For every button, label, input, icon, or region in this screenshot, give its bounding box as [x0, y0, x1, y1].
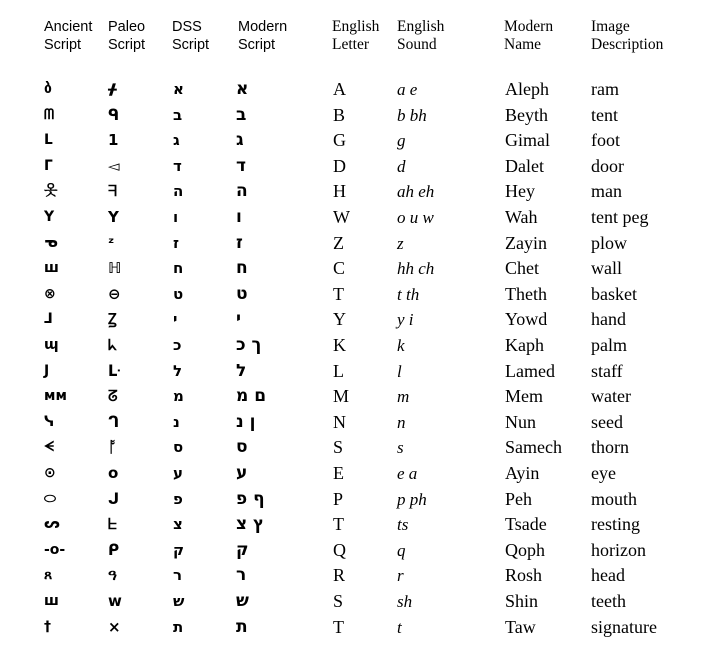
ancient-script-cell: Y — [44, 209, 55, 225]
image-description-cell: staff — [591, 360, 623, 381]
dss-script-cell: צ — [173, 515, 183, 534]
english-letter-cell: R — [333, 565, 346, 586]
english-letter-cell: A — [333, 79, 346, 99]
english-sound-cell: k — [397, 336, 405, 355]
table-row — [0, 282, 712, 307]
english-letter-cell: S — [333, 591, 344, 611]
table-row — [0, 359, 712, 384]
ancient-script-cell: ᗕ — [44, 439, 55, 456]
english-letter-cell: G — [333, 130, 346, 151]
image-description-cell: plow — [591, 232, 627, 253]
english-letter-cell: H — [333, 181, 346, 202]
paleo-script-cell: o — [108, 464, 119, 482]
paleo-script-cell: Ꙁ — [108, 310, 117, 329]
modern-name-cell: Tsade — [505, 514, 547, 535]
table-row — [0, 589, 712, 614]
ancient-script-cell: ᔕ — [44, 516, 60, 533]
table-row — [0, 205, 712, 230]
english-sound-cell: d — [397, 156, 406, 176]
table-row — [0, 128, 712, 153]
ancient-script-cell: ⬭ — [44, 490, 56, 507]
paleo-script-cell: ᒷ — [108, 361, 122, 380]
image-description-cell: palm — [591, 335, 627, 355]
english-letter-cell: L — [333, 360, 344, 381]
paleo-script-cell: ᒍ — [108, 489, 120, 508]
modern-name-cell: Peh — [505, 488, 532, 509]
table-row — [0, 461, 712, 486]
dss-script-cell: ר — [173, 566, 183, 585]
english-letter-cell: Y — [333, 309, 346, 330]
english-letter-cell: B — [333, 104, 346, 125]
english-sound-cell: ts — [397, 515, 409, 535]
modern-name-cell: Aleph — [505, 79, 549, 99]
modern-script-cell: ף פ — [236, 488, 265, 509]
paleo-script-cell: ᑫ — [108, 105, 120, 124]
modern-name-cell: Kaph — [505, 335, 544, 355]
english-sound-cell: z — [397, 233, 404, 253]
english-sound-cell: t th — [397, 284, 420, 304]
paleo-script-cell: ᖾ — [108, 336, 117, 354]
image-description-cell: water — [591, 386, 631, 407]
table-row — [0, 333, 712, 358]
ancient-script-cell: -o- — [44, 541, 66, 558]
dss-script-cell: ד — [173, 156, 182, 175]
english-sound-cell: r — [397, 566, 404, 586]
header-english-sound: English Sound — [397, 18, 445, 53]
english-sound-cell: g — [397, 131, 406, 151]
image-description-cell: teeth — [591, 591, 626, 611]
image-description-cell: head — [591, 565, 625, 586]
english-sound-cell: m — [397, 387, 410, 407]
image-description-cell: seed — [591, 411, 623, 432]
table-row — [0, 154, 712, 179]
modern-name-cell: Ayin — [505, 463, 540, 483]
modern-script-cell: ר — [236, 565, 247, 586]
header-modern-name: Modern Name — [504, 18, 554, 53]
modern-script-cell: ץ צ — [236, 514, 265, 535]
ancient-script-cell: † — [44, 618, 51, 635]
english-sound-cell: sh — [397, 592, 413, 611]
english-sound-cell: p ph — [397, 489, 427, 509]
header-paleo-script: Paleo Script — [108, 19, 146, 53]
english-letter-cell: T — [333, 514, 344, 535]
ancient-script-cell: ᴍᴍ — [44, 388, 67, 405]
image-description-cell: foot — [591, 130, 620, 151]
paleo-script-cell: ◅ — [108, 156, 120, 175]
ancient-script-cell: ɰ — [44, 337, 59, 353]
ancient-script-cell: ጸ — [44, 567, 53, 584]
dss-script-cell: ק — [173, 540, 185, 559]
english-letter-cell: P — [333, 488, 344, 509]
english-sound-cell: n — [397, 412, 406, 432]
modern-name-cell: Shin — [505, 591, 539, 611]
ancient-script-cell: ᓀ — [44, 234, 58, 251]
image-description-cell: horizon — [591, 539, 646, 560]
ancient-script-cell: ᒥ — [44, 157, 53, 174]
english-letter-cell: D — [333, 155, 346, 176]
paleo-script-cell: w — [108, 592, 122, 610]
ancient-script-cell: ᒧ — [44, 311, 53, 328]
image-description-cell: signature — [591, 616, 657, 637]
image-description-cell: door — [591, 155, 624, 176]
dss-script-cell: ש — [173, 592, 185, 610]
modern-script-cell: ל — [236, 360, 247, 381]
ancient-script-cell: ш — [44, 593, 59, 609]
table-row — [0, 435, 712, 460]
modern-script-cell: ג — [236, 130, 244, 151]
dss-script-cell: ת — [173, 617, 184, 636]
modern-name-cell: Mem — [505, 386, 543, 407]
english-letter-cell: Z — [333, 232, 344, 253]
modern-name-cell: Lamed — [505, 360, 555, 381]
paleo-script-cell: ᖶ — [108, 515, 117, 534]
table-row — [0, 307, 712, 332]
english-letter-cell: N — [333, 411, 346, 432]
dss-script-cell: ז — [173, 233, 180, 252]
image-description-cell: tent — [591, 104, 618, 125]
paleo-script-cell: × — [108, 617, 121, 636]
english-sound-cell: a e — [397, 80, 418, 99]
dss-script-cell: מ — [173, 387, 184, 406]
english-sound-cell: t — [397, 617, 402, 637]
modern-script-cell: ד — [236, 155, 246, 176]
dss-script-cell: פ — [173, 489, 183, 508]
modern-name-cell: Dalet — [505, 155, 544, 176]
english-sound-cell: ah eh — [397, 182, 435, 202]
table-row — [0, 563, 712, 588]
paleo-script-cell: ᖷ — [108, 182, 117, 201]
dss-script-cell: י — [173, 310, 178, 329]
header-dss-script: DSS Script — [172, 19, 210, 53]
paleo-script-cell: Y — [108, 208, 119, 226]
paleo-script-cell: ℍ — [108, 259, 122, 278]
table-row — [0, 256, 712, 281]
table-row — [0, 384, 712, 409]
english-letter-cell: C — [333, 258, 346, 279]
modern-name-cell: Gimal — [505, 130, 550, 151]
paleo-script-cell: ⊖ — [108, 284, 121, 303]
image-description-cell: mouth — [591, 488, 638, 509]
dss-script-cell: ס — [173, 438, 184, 457]
english-sound-cell: s — [397, 438, 404, 458]
modern-name-cell: Zayin — [505, 232, 547, 253]
modern-script-cell: ב — [236, 104, 247, 125]
modern-name-cell: Beyth — [505, 104, 548, 125]
modern-name-cell: Wah — [505, 207, 538, 227]
table-row — [0, 487, 712, 512]
table-row — [0, 179, 712, 204]
english-sound-cell: hh ch — [397, 259, 435, 279]
image-description-cell: hand — [591, 309, 626, 330]
image-description-cell: ram — [591, 79, 619, 99]
english-sound-cell: l — [397, 361, 402, 381]
dss-script-cell: כ — [173, 336, 182, 354]
modern-script-cell: ט — [236, 283, 248, 304]
image-description-cell: wall — [591, 258, 622, 279]
dss-script-cell: ח — [173, 259, 184, 278]
paleo-script-cell: ᚋ — [108, 80, 117, 98]
ancient-script-cell: J — [44, 362, 50, 379]
english-sound-cell: b bh — [397, 105, 427, 125]
table-row — [0, 410, 712, 435]
english-sound-cell: y i — [397, 310, 414, 330]
modern-script-cell: א — [236, 79, 249, 99]
english-sound-cell: q — [397, 540, 406, 560]
dss-script-cell: ו — [173, 208, 179, 226]
modern-script-cell: ס — [236, 437, 248, 458]
dss-script-cell: ב — [173, 105, 183, 124]
ancient-script-cell: ბ — [44, 81, 52, 97]
paleo-script-cell: ዓ — [108, 566, 117, 585]
dss-script-cell: ל — [173, 361, 183, 380]
dss-script-cell: נ — [173, 412, 180, 431]
english-letter-cell: T — [333, 283, 344, 304]
ancient-script-cell: ᓭ — [44, 413, 55, 430]
dss-script-cell: ע — [173, 464, 183, 482]
english-letter-cell: S — [333, 437, 344, 458]
modern-name-cell: Yowd — [505, 309, 548, 330]
modern-name-cell: Taw — [505, 616, 536, 637]
table-row — [0, 512, 712, 537]
modern-name-cell: Chet — [505, 258, 539, 279]
ancient-script-cell: ᗰ — [44, 106, 55, 123]
english-letter-cell: M — [333, 386, 350, 407]
modern-script-cell: ש — [236, 591, 249, 611]
english-letter-cell: Q — [333, 539, 346, 560]
modern-script-cell: ח — [236, 258, 248, 279]
modern-script-cell: ע — [236, 463, 248, 483]
modern-name-cell: Theth — [505, 283, 547, 304]
modern-name-cell: Samech — [505, 437, 562, 458]
english-letter-cell: W — [333, 207, 350, 227]
header-ancient-script: Ancient Script — [44, 19, 93, 53]
modern-script-cell: ה — [236, 181, 248, 202]
modern-script-cell: ז — [236, 232, 243, 253]
image-description-cell: resting — [591, 514, 640, 535]
modern-script-cell: ן נ — [236, 411, 256, 432]
english-sound-cell: o u w — [397, 208, 434, 227]
header-modern-script: Modern Script — [238, 19, 288, 53]
table-row — [0, 615, 712, 640]
modern-name-cell: Hey — [505, 181, 535, 202]
modern-script-cell: י — [236, 309, 242, 330]
modern-script-cell: ך כ — [236, 335, 262, 355]
modern-name-cell: Qoph — [505, 539, 545, 560]
table-row — [0, 103, 712, 128]
ancient-script-cell: ш — [44, 260, 59, 277]
english-letter-cell: T — [333, 616, 344, 637]
dss-script-cell: ה — [173, 182, 184, 201]
dss-script-cell: א — [173, 80, 184, 98]
image-description-cell: eye — [591, 463, 616, 483]
dss-script-cell: ג — [173, 131, 180, 150]
paleo-script-cell: ᒉ — [108, 412, 120, 431]
english-letter-cell: E — [333, 463, 344, 483]
paleo-script-cell: ᚩ — [108, 438, 118, 457]
ancient-script-cell: ᒪ — [44, 132, 53, 149]
table-row — [0, 231, 712, 256]
modern-script-cell: ו — [236, 207, 242, 227]
modern-script-cell: ם מ — [236, 386, 267, 407]
ancient-script-cell: ⊙ — [44, 465, 56, 481]
header-english-letter: English Letter — [332, 18, 380, 53]
image-description-cell: tent peg — [591, 207, 649, 227]
paleo-script-cell: ᑭ — [108, 540, 120, 559]
dss-script-cell: ט — [173, 284, 184, 303]
paleo-script-cell: 1 — [108, 131, 119, 150]
paleo-script-cell: ᶻ — [108, 233, 115, 252]
english-letter-cell: K — [333, 335, 346, 355]
modern-name-cell: Nun — [505, 411, 536, 432]
modern-script-cell: ק — [236, 539, 249, 560]
image-description-cell: thorn — [591, 437, 629, 458]
ancient-script-cell: ⊗ — [44, 285, 56, 302]
table-row — [0, 77, 712, 102]
header-image-description: Image Description — [591, 18, 664, 53]
ancient-script-cell: 옷 — [44, 183, 58, 200]
paleo-script-cell: ᘔ — [108, 387, 118, 406]
image-description-cell: basket — [591, 283, 637, 304]
table-row — [0, 538, 712, 563]
english-sound-cell: e a — [397, 464, 418, 483]
modern-name-cell: Rosh — [505, 565, 543, 586]
image-description-cell: man — [591, 181, 622, 202]
modern-script-cell: ת — [236, 616, 248, 637]
